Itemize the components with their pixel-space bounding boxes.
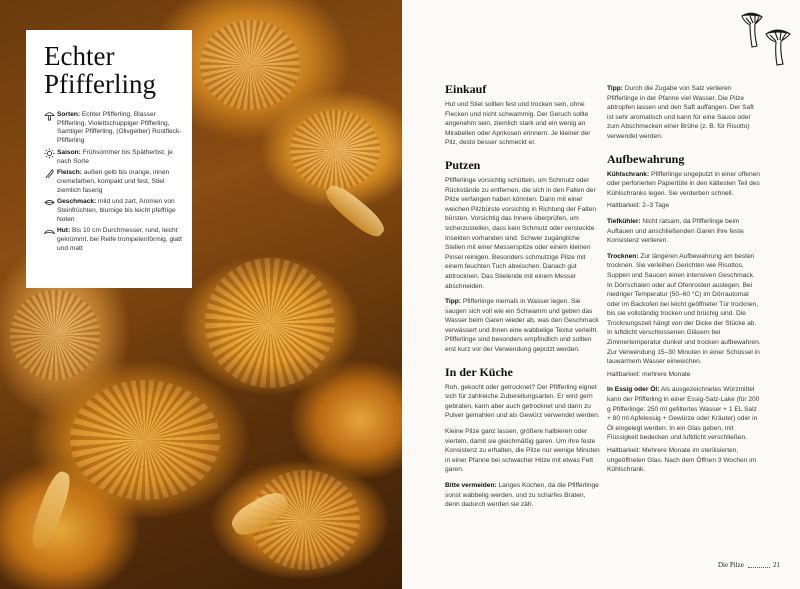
info-label: Sorten: bbox=[57, 111, 81, 118]
mushroom-info-box bbox=[26, 30, 192, 288]
essig-oel-label: In Essig oder Öl: bbox=[607, 386, 660, 394]
mushroom-cap-gills bbox=[70, 380, 220, 500]
tipp-text: Durch die Zugabe von Salz verlieren Pfifferlinge in der Pfanne viel Wasser. Die Pilze abtropfen lassen und den Saft auffangen. Der Saft ist sehr aromatisch und kann für eine Sauce oder zum Abschmecken einer Brühe (z. B. für Risotto) verwendet werden. bbox=[607, 85, 754, 140]
info-text: außen gelb bis orange, innen cremefarben, kompakt und fest, Stiel ziemlich faserig bbox=[57, 169, 170, 194]
tiefkuehler-label: Tiefkühler: bbox=[607, 217, 641, 225]
trocknen-label: Trocknen: bbox=[607, 252, 639, 260]
info-text: Echter Pfifferling, Blasser Pfifferling, Violettschuppiger Pfifferling, Samtiger Pfifferling, (Olivgelber) Rostfleck-Pfifferling bbox=[57, 111, 182, 145]
heading-aufbewahrung: Aufbewahrung bbox=[607, 151, 685, 166]
info-row-sorten bbox=[44, 111, 182, 146]
chanterelle-illustration-icon bbox=[738, 8, 794, 70]
page-number: 21 bbox=[772, 561, 780, 569]
mushroom-cap-gills bbox=[205, 258, 335, 388]
footer-section-title: Die Pilze bbox=[718, 561, 744, 569]
tiefkuehler-text: Nicht ratsam, da Pfifferlinge beim Auftauen und anschließenden Garen ihre feste Konsistenz verlieren. bbox=[607, 217, 744, 245]
paragraph-trocknen bbox=[607, 252, 762, 367]
vermeiden-text: Langes Kochen, da die Pfifferlinge sonst wabbelig werden, und zu scharfes Braten, denn dadurch werden sie zäh. bbox=[445, 482, 599, 509]
sun-icon bbox=[44, 148, 55, 159]
mushroom-stem bbox=[321, 180, 389, 242]
heading-einkauf: Einkauf bbox=[445, 82, 487, 96]
heading-putzen: Putzen bbox=[445, 157, 481, 172]
paragraph-kueche-2: Kleine Pilze ganz lassen, größere halbieren oder vierteln, damit sie gleichmäßig garen. Um ihre feste Konsistenz zu erhalten, die Pilze nur wenige Minuten in einer Pfanne bei schwacher Hitze mit etwas Fett garen. bbox=[445, 428, 600, 474]
text-page bbox=[402, 0, 800, 589]
vermeiden-label: Bitte vermeiden: bbox=[445, 482, 497, 489]
trocknen-text: Zur längeren Aufbewahrung am besten trocknen. Sie verleihen Gerichten wie Risottos, Suppen und Saucen einen intensiven Geschmack. In Dörrschalen oder auf Ofenrosten auslegen. Bei niedriger Temperatur (50–60 °C) im Dörrautomat oder im Backofen bei leicht geöffneter Tür trocknen, bis sie vollständig trocken und brüchig sind. Die Trocknungszeit hängt von der Dicke der Stücke ab. In luftdicht verschlossenen Gläsern bei Zimmertemperatur dunkel und trocken aufbewahren. Zur Verwendung 15–30 Minuten in einer Schüssel in lauwarmem Wasser einweichen. bbox=[607, 252, 761, 366]
mushroom-cap-gills bbox=[290, 110, 380, 190]
info-label: Saison: bbox=[57, 148, 81, 156]
mushroom-title bbox=[44, 42, 182, 98]
mouth-icon bbox=[44, 197, 55, 208]
info-text: Bis 10 cm Durchmesser, rund, leicht gekrümmt, bei Reife trompetenförmig, glatt und matt bbox=[57, 227, 182, 252]
mushroom-icon bbox=[44, 110, 55, 121]
paragraph-putzen: Pfifferlinge vorsichtig schütteln, um Schmutz oder Rückstände zu entfernen, die sich in den Falten der Pilze verfangen haben könnten. Dann mit einer weichen Pilzbürste vorsichtig in Richtung der Falten bürsten. Vorsichtig das Innere überprüfen, um sicherzustellen, dass kein Schmutz oder versteckte Insekten vorhanden sind. Schwer zugängliche Stellen mit einer Messerspitze oder einem kleinen Pinsel reinigen. Besonders schmutzige Pilze mit einem feuchten Tuch abwischen. Danach gut abtrocknen. Das Stielende mit einem Messer abschneiden. bbox=[445, 176, 596, 290]
title-line-2: Pfifferling bbox=[44, 69, 156, 99]
essig-oel-text: Als ausgezeichnetes Würzmittel kann der Pfifferling in einer Essig-Salz-Lake (für 200 g Pfifferlinge: 250 ml gefiltertes Wasser + 1 EL Salz + 80 ml Apfelessig + Gewürze oder Kräuter) oder in Öl eingelegt werden. In ein Glas geben, mit Flüssigkeit bedecken und luftdicht verschließen. bbox=[607, 386, 760, 442]
info-text: Frühsommer bis Spätherbst, je nach Sorte bbox=[57, 148, 173, 165]
tipp-text: Pfifferlinge niemals in Wasser legen. Sie saugen sich voll wie ein Schwamm und geben das Wasser beim Garen wieder ab, was den Geschmack verwässert und ihnen eine wabbelige Textur verleiht. Pfifferlinge sind besonders empfindlich und sollten erst kurz vor der Verwendung geputzt werden. bbox=[445, 298, 599, 354]
text-column-1 bbox=[445, 82, 600, 516]
kuehlschrank-text: Pfifferlinge ungeputzt in einer offenen oder perforierten Papiertüte in den kältesten Teil des Kühlschranks legen. Sie verderben schnell. bbox=[607, 170, 760, 197]
haltbarkeit-essig-oel: Haltbarkeit: Mehrere Monate im sterilisierten, ungeöffneten Glas. Nach dem Öffnen 3 Wochen im Kühlschrank. bbox=[607, 447, 757, 474]
paragraph-putzen-tipp bbox=[445, 297, 600, 355]
paragraph-einkauf: Hut und Stiel sollten fest und trocken sein, ohne Flecken und nicht schwammig. Der Geruch sollte angenehm sein, ziemlich stark und ein wenig an Mirabellen oder Aprikosen erinnern. Je kleiner der Pilz, desto besser schmeckt er. bbox=[445, 101, 591, 147]
kuehlschrank-label: Kühlschrank: bbox=[607, 170, 650, 178]
info-row-hut bbox=[44, 227, 182, 253]
info-text: mild und zart, Aromen von Steinfrüchten, blumige bis leicht pfeffrige Noten bbox=[57, 198, 176, 223]
mushroom-cap-gills bbox=[200, 20, 300, 110]
page-footer bbox=[718, 561, 780, 569]
text-column-2 bbox=[607, 84, 762, 481]
paragraph-vermeiden bbox=[445, 481, 600, 510]
paragraph-kueche-1: Roh, gekocht oder getrocknet? Der Pfifferling eignet sich für zahlreiche Zubereitungsarten. Er wird gern gebraten, kann aber auch getrocknet und dann zu Pulver gemahlen und als Gewürz verwendet werden. bbox=[445, 383, 600, 420]
paragraph-essig-oel bbox=[607, 385, 762, 443]
info-row-geschmack bbox=[44, 198, 182, 224]
cap-icon bbox=[44, 226, 55, 237]
tipp-label: Tipp: bbox=[607, 85, 623, 92]
info-label: Fleisch: bbox=[57, 169, 82, 177]
paragraph-salz-tipp bbox=[607, 84, 762, 142]
mushroom-cap-gills bbox=[10, 290, 100, 380]
paragraph-tiefkuehler bbox=[607, 217, 762, 246]
tipp-label: Tipp: bbox=[445, 298, 461, 306]
mushroom-stem bbox=[27, 469, 75, 552]
haltbarkeit-trocknen: Haltbarkeit: mehrere Monate bbox=[607, 370, 691, 378]
info-label: Hut: bbox=[57, 227, 71, 235]
paragraph-kuehlschrank bbox=[607, 170, 762, 199]
haltbarkeit-kuehlschrank: Haltbarkeit: 2–3 Tage bbox=[607, 202, 670, 210]
heading-in-der-kueche: In der Küche bbox=[445, 364, 513, 379]
info-row-saison bbox=[44, 149, 182, 166]
knife-icon bbox=[44, 168, 55, 179]
info-label: Geschmack: bbox=[57, 198, 97, 206]
title-line-1: Echter bbox=[44, 41, 115, 71]
footer-dot-leader bbox=[748, 563, 770, 568]
info-row-fleisch bbox=[44, 169, 182, 195]
